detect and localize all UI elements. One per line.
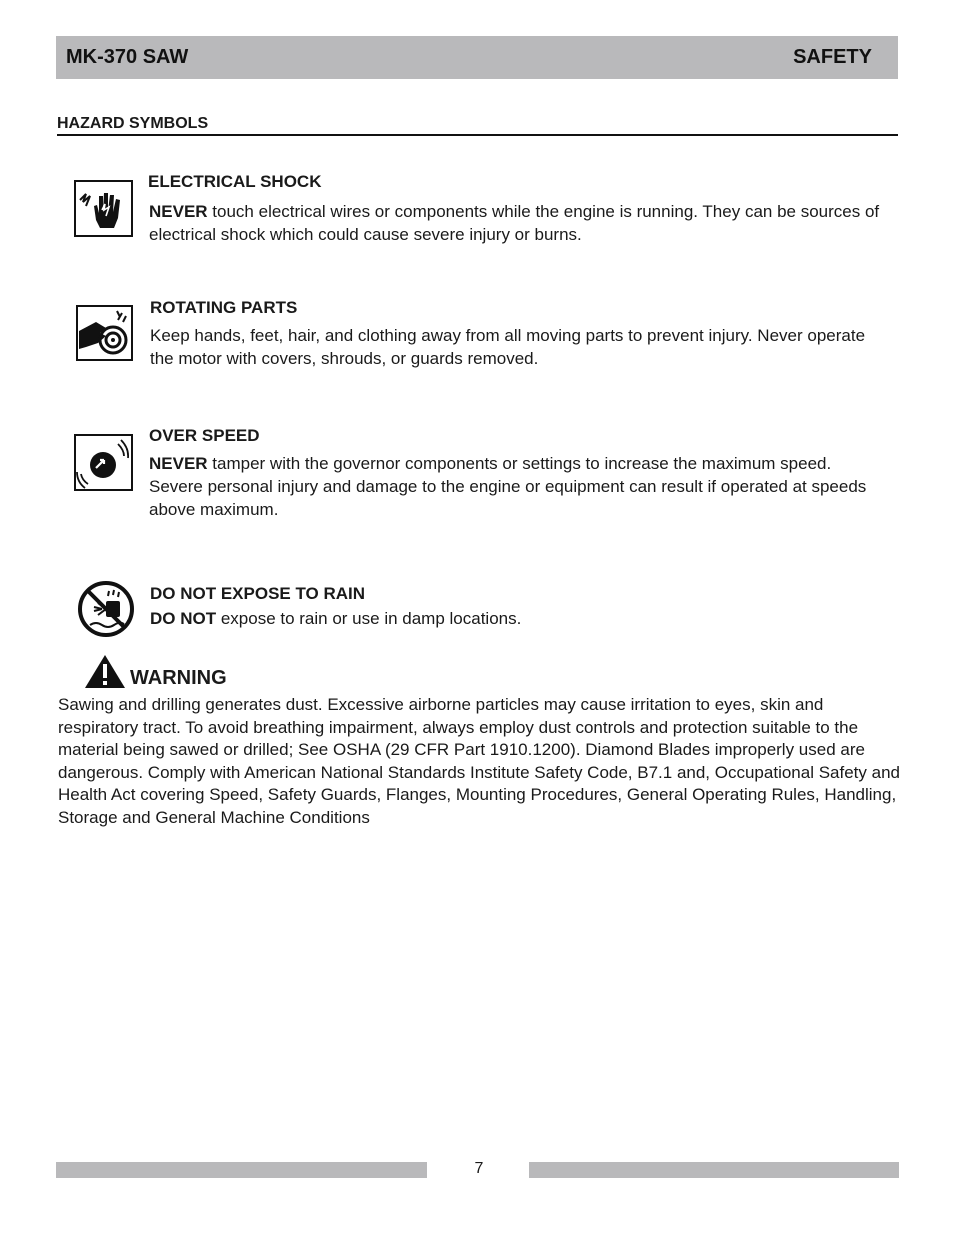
hazard-lead: NEVER bbox=[149, 454, 208, 473]
hazard-text: expose to rain or use in damp locations. bbox=[216, 609, 522, 628]
hazard-lead: DO NOT bbox=[150, 609, 217, 628]
header-title: MK-370 SAW bbox=[66, 46, 189, 68]
hazard-title: ROTATING PARTS bbox=[150, 298, 298, 317]
warning-heading bbox=[84, 654, 227, 689]
warning-label: WARNING bbox=[130, 667, 227, 689]
hazard-description bbox=[150, 324, 890, 370]
hazard-lead: NEVER bbox=[149, 202, 208, 221]
hazard-text: tamper with the governor components or settings to increase the maximum speed. Severe personal injury and damage to the engine or equipment can result if operated at speeds above maximum. bbox=[149, 454, 867, 519]
footer-bar-right bbox=[529, 1162, 899, 1178]
hazard-description bbox=[149, 452, 889, 521]
hazard-title: DO NOT EXPOSE TO RAIN bbox=[150, 584, 366, 603]
header-bar bbox=[56, 36, 898, 79]
warning-triangle-icon bbox=[84, 654, 126, 689]
section-heading: HAZARD SYMBOLS bbox=[57, 115, 898, 136]
electrical-shock-icon bbox=[74, 180, 133, 237]
hazard-text: Keep hands, feet, hair, and clothing away from all moving parts to prevent injury. Never operate the motor with covers, shrouds, or guards removed. bbox=[150, 326, 866, 368]
header-section: SAFETY bbox=[793, 46, 872, 68]
rotating-parts-icon bbox=[76, 305, 133, 361]
footer-bar-left bbox=[56, 1162, 427, 1178]
hazard-title: ELECTRICAL SHOCK bbox=[148, 172, 322, 191]
over-speed-icon bbox=[74, 434, 133, 491]
warning-text: Sawing and drilling generates dust. Excessive airborne particles may cause irritation to eyes, skin and respiratory tract. To avoid breathing impairment, always employ dust controls and protection suitable to the material being sawed or drilled; See OSHA (29 CFR Part 1910.1200). Diamond Blades improperly used are dangerous. Comply with American National Standards Institute Safety Code, B7.1 and, Occupational Safety and Health Act covering Speed, Safety Guards, Flanges, Mounting Procedures, General Operating Rules, Handling, Storage and General Machine Conditions bbox=[58, 695, 900, 827]
hazard-title: OVER SPEED bbox=[149, 426, 260, 445]
hazard-text: touch electrical wires or components while the engine is running. They can be sources of electrical shock which could cause severe injury or burns. bbox=[149, 202, 880, 244]
no-rain-icon bbox=[76, 579, 136, 639]
hazard-description bbox=[150, 607, 890, 630]
hazard-description bbox=[149, 200, 889, 246]
page-number: 7 bbox=[474, 1160, 484, 1177]
